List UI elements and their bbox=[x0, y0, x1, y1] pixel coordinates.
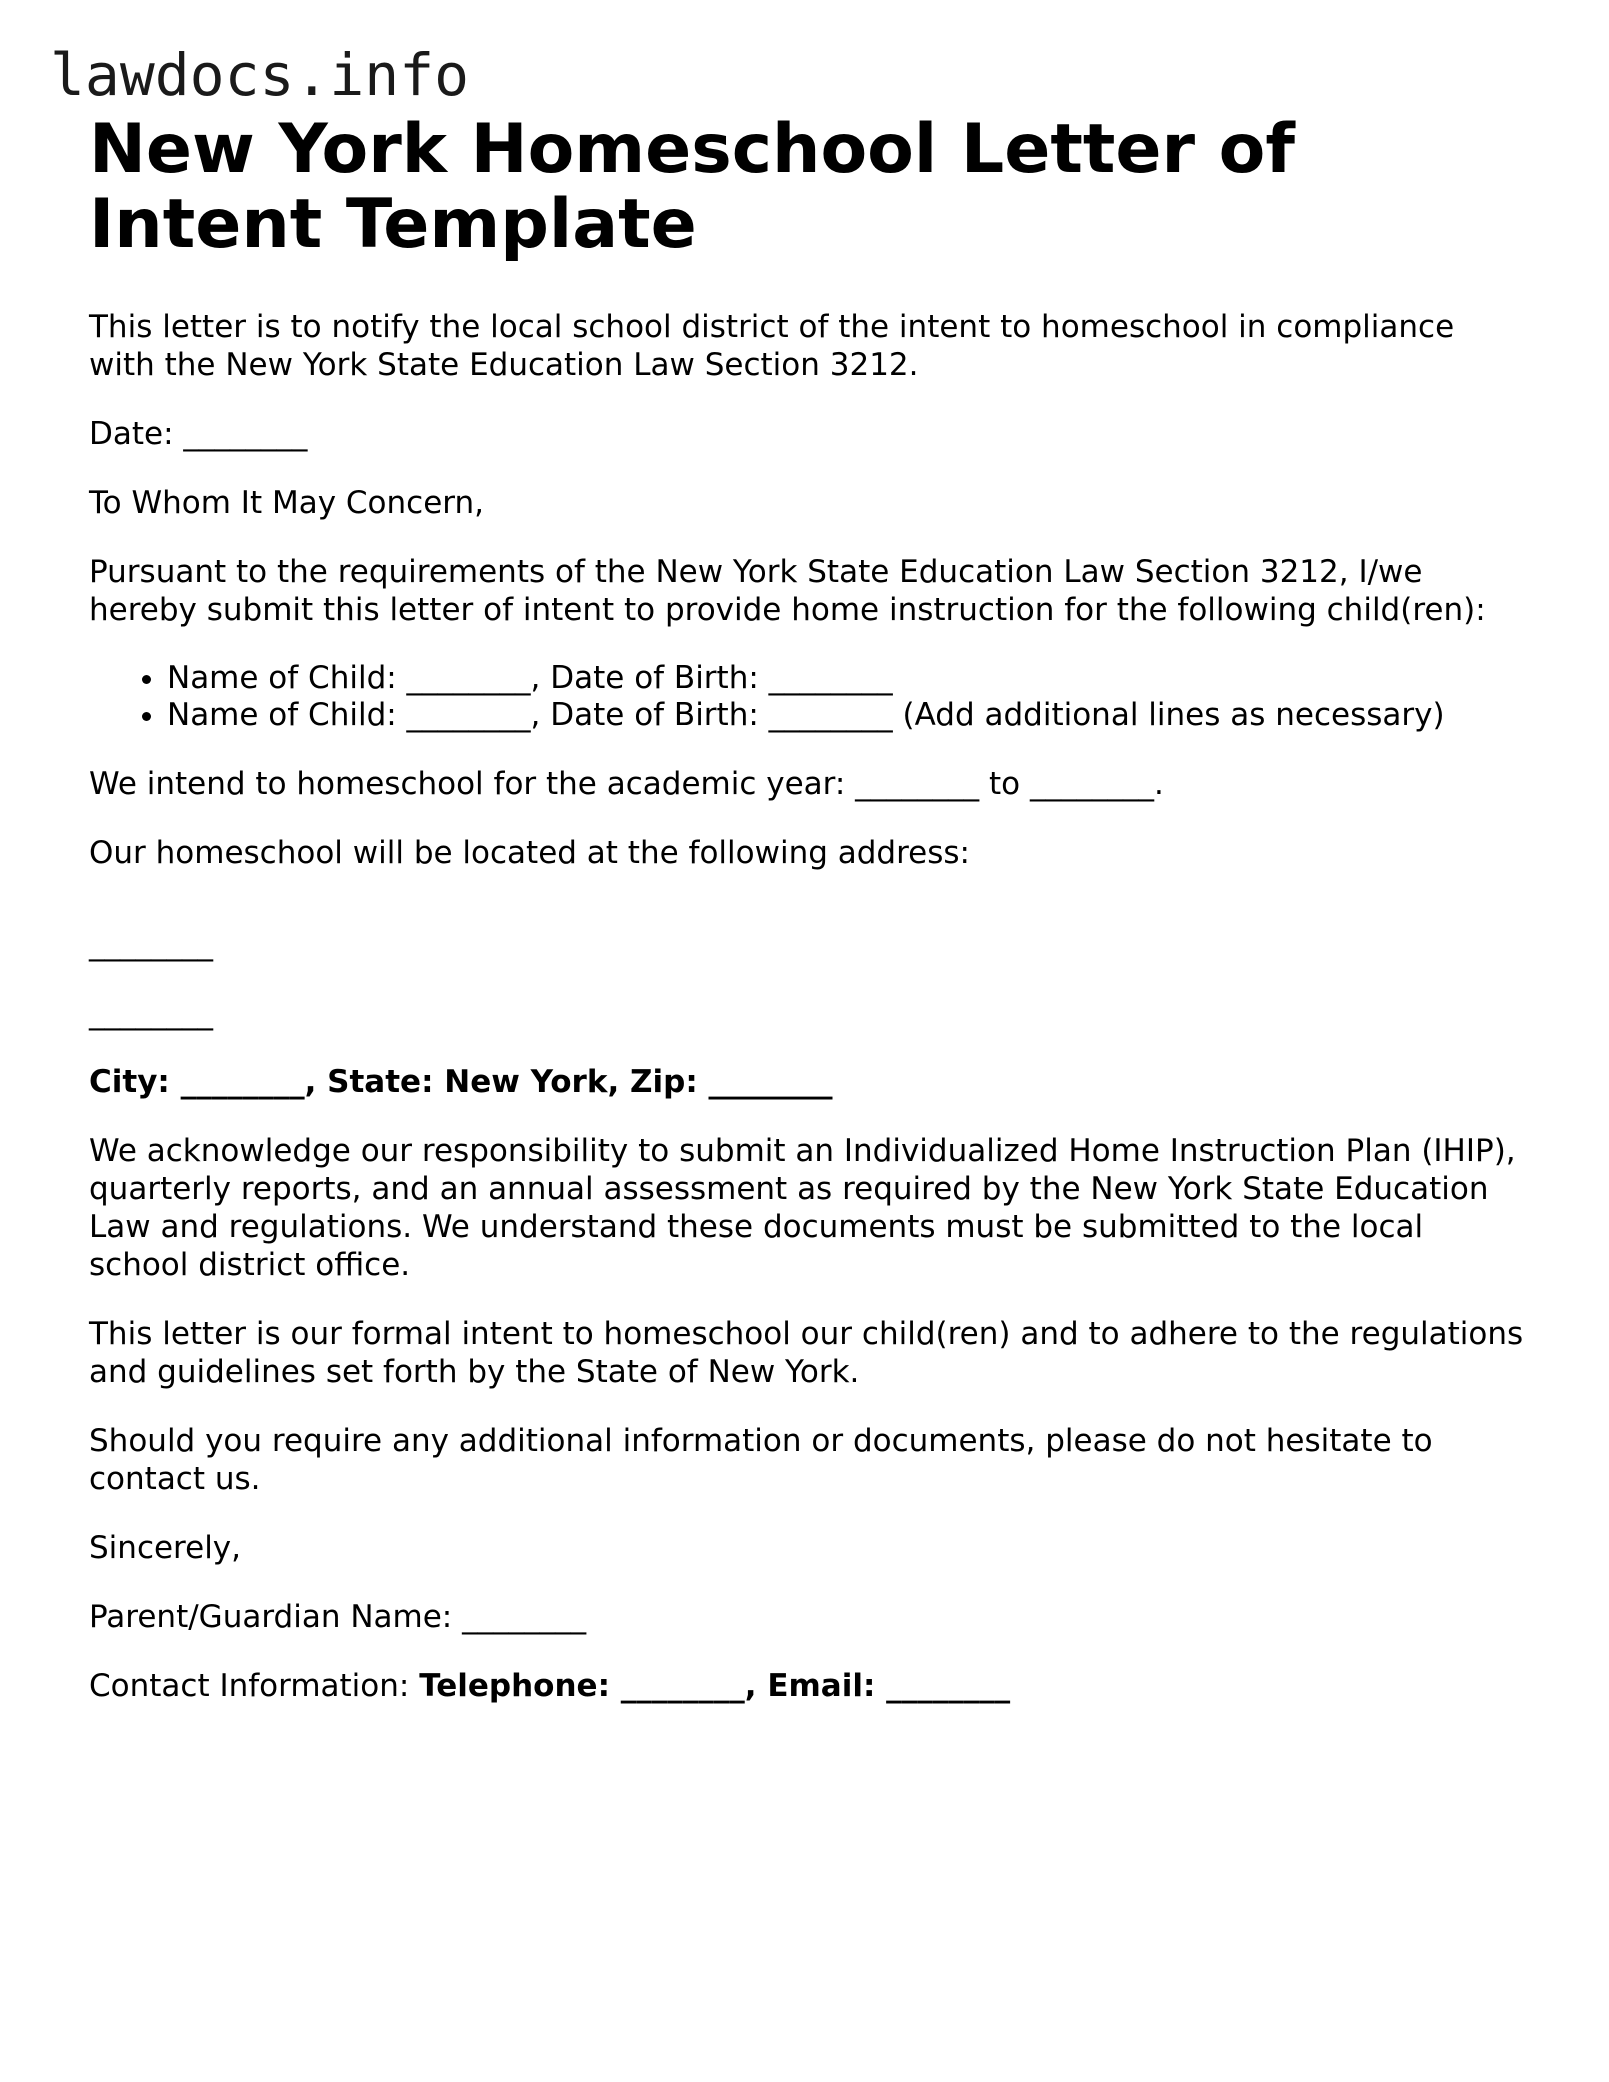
document-title: New York Homeschool Letter of Intent Template bbox=[89, 110, 1295, 264]
contact-label: Contact Information: bbox=[89, 1668, 410, 1704]
address-line-1: ________ bbox=[89, 926, 213, 962]
contact-information bbox=[89, 1667, 1529, 1705]
address-line-2: ________ bbox=[89, 995, 213, 1031]
contact-request-paragraph: Should you require any additional information or documents, please do not hesitate to contact us. bbox=[89, 1423, 1433, 1497]
pursuant-paragraph: Pursuant to the requirements of the New York State Education Law Section 3212, I/we hereby submit this letter of intent to provide home instruction for the following child(ren): bbox=[89, 554, 1486, 628]
document-body bbox=[89, 112, 1529, 1736]
salutation: To Whom It May Concern, bbox=[89, 485, 484, 521]
date-field: Date: ________ bbox=[89, 416, 308, 452]
site-watermark: lawdocs.info bbox=[50, 41, 470, 109]
parent-name-field: Parent/Guardian Name: ________ bbox=[89, 1599, 587, 1635]
address-intro: Our homeschool will be located at the following address: bbox=[89, 835, 970, 871]
child-list-item: • Name of Child: ________, Date of Birth: ________ bbox=[167, 660, 1529, 697]
contact-details: Telephone: ________, Email: ________ bbox=[419, 1668, 1011, 1704]
child-list-item: • Name of Child: ________, Date of Birth: ________ (Add additional lines as necessary) bbox=[167, 697, 1529, 734]
acknowledge-paragraph: We acknowledge our responsibility to submit an Individualized Home Instruction Plan (IHIP), quarterly reports, and an annual assessment as required by the New York State Education Law and regulations. We understand these documents must be submitted to the local school district office. bbox=[89, 1133, 1516, 1283]
children-list bbox=[89, 660, 1529, 734]
formal-intent-paragraph: This letter is our formal intent to homeschool our child(ren) and to adhere to the regulations and guidelines set forth by the State of New York. bbox=[89, 1316, 1524, 1390]
academic-year-field: We intend to homeschool for the academic year: ________ to ________. bbox=[89, 766, 1164, 802]
city-state-zip-text: City: ________, State: New York, Zip: ________ bbox=[89, 1064, 833, 1100]
closing: Sincerely, bbox=[89, 1530, 242, 1566]
intro-paragraph: This letter is to notify the local school district of the intent to homeschool in compliance with the New York State Education Law Section 3212. bbox=[89, 309, 1455, 383]
city-state-zip-field bbox=[89, 1063, 1529, 1101]
